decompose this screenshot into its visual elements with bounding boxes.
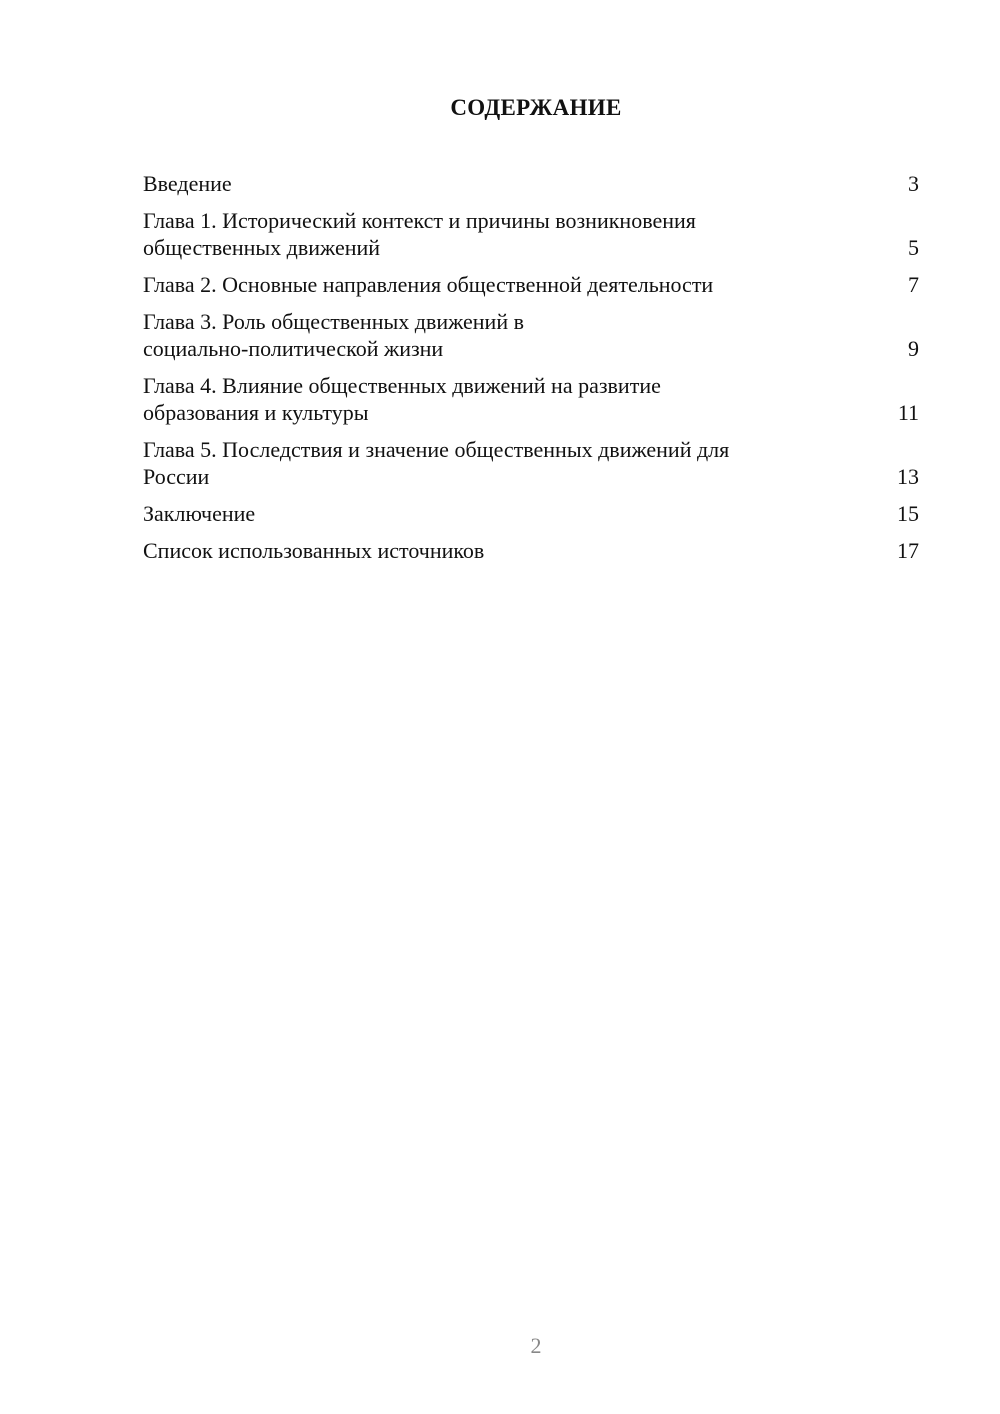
- toc-entry-page: 9: [908, 336, 919, 361]
- toc-entry: [143, 500, 919, 527]
- toc-entry: [143, 372, 919, 426]
- page-number: 2: [530, 1333, 542, 1358]
- toc-entry-title: Глава 2. Основные направления общественной деятельности: [143, 272, 714, 297]
- toc-entry-page: 5: [908, 235, 919, 260]
- toc-entry-title: Глава 4. Влияние общественных движений на развитие образования и культуры: [143, 373, 661, 425]
- toc-entry: [143, 271, 919, 298]
- page-title: СОДЕРЖАНИЕ: [450, 95, 622, 120]
- toc-entry-title: Заключение: [143, 501, 256, 526]
- toc-entry-title: Глава 3. Роль общественных движений в социально-политической жизни: [143, 309, 524, 361]
- toc-entry: [143, 436, 919, 490]
- table-of-contents: [143, 170, 919, 574]
- toc-entry: [143, 170, 919, 197]
- toc-entry-page: 3: [908, 171, 919, 196]
- toc-entry-title: Введение: [143, 171, 232, 196]
- toc-entry-title: Глава 5. Последствия и значение общественных движений для России: [143, 437, 730, 489]
- toc-entry-page: 11: [897, 400, 919, 425]
- toc-entry-page: 15: [897, 501, 919, 526]
- toc-entry: [143, 537, 919, 564]
- toc-entry-title: Список использованных источников: [143, 538, 485, 563]
- toc-entry-title: Глава 1. Исторический контекст и причины возникновения общественных движений: [143, 208, 696, 260]
- toc-entry-page: 13: [897, 464, 919, 489]
- toc-entry: [143, 207, 919, 261]
- toc-entry-page: 7: [908, 272, 919, 297]
- toc-entry-page: 17: [897, 538, 919, 563]
- toc-entry: [143, 308, 919, 362]
